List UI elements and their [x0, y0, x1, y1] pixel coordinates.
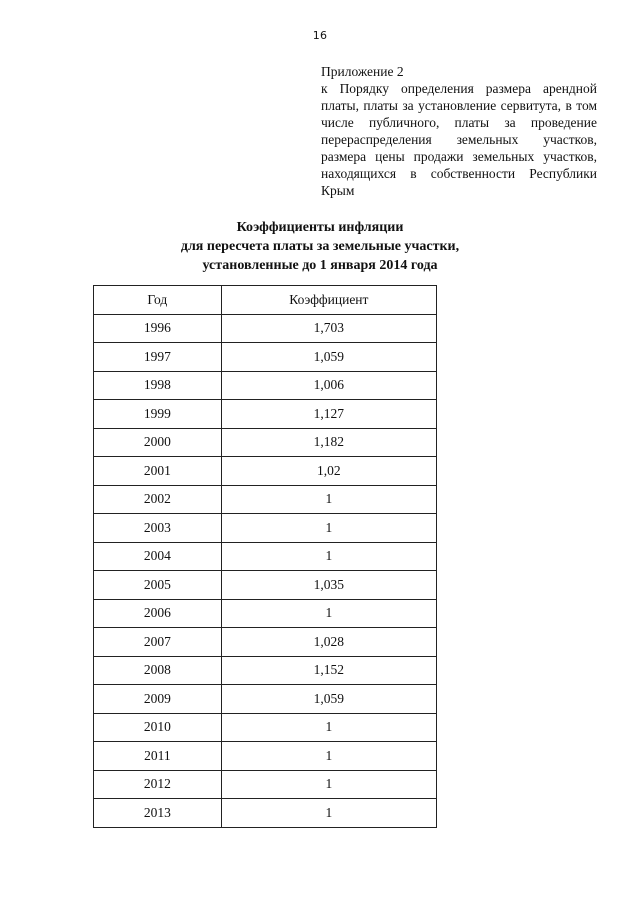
heading-line-2: для пересчета платы за земельные участки, — [180, 239, 460, 254]
table-row — [94, 713, 437, 742]
year-cell: 2005 — [94, 571, 222, 600]
coefficient-cell: 1,182 — [221, 428, 436, 457]
table-row — [94, 314, 437, 343]
inflation-coefficients-table — [93, 285, 437, 828]
table-body — [94, 314, 437, 827]
table-row — [94, 514, 437, 543]
table-row — [94, 599, 437, 628]
year-cell: 2006 — [94, 599, 222, 628]
year-cell: 2002 — [94, 485, 222, 514]
year-cell: 1996 — [94, 314, 222, 343]
coefficient-cell: 1 — [221, 770, 436, 799]
year-cell: 2004 — [94, 542, 222, 571]
year-cell: 2010 — [94, 713, 222, 742]
year-cell: 2007 — [94, 628, 222, 657]
table-row — [94, 799, 437, 828]
coefficient-cell: 1,059 — [221, 685, 436, 714]
column-header-year: Год — [94, 286, 222, 315]
year-cell: 2003 — [94, 514, 222, 543]
document-heading — [0, 218, 640, 275]
year-cell: 1998 — [94, 371, 222, 400]
table-row — [94, 542, 437, 571]
table-row — [94, 343, 437, 372]
year-cell: 1999 — [94, 400, 222, 429]
appendix-body: к Порядку определения размера арендной платы, платы за установление сервитута, в том числе публичного, платы за проведение перераспределения земельных участков, размера цены продажи земельных участков, находящихся в собственности Республики Крым — [321, 81, 597, 198]
coefficient-cell: 1,035 — [221, 571, 436, 600]
year-cell: 2008 — [94, 656, 222, 685]
table-row — [94, 571, 437, 600]
year-cell: 2011 — [94, 742, 222, 771]
heading-line-1: Коэффициенты инфляции — [236, 220, 404, 235]
heading-line-3: установленные до 1 января 2014 года — [202, 258, 438, 273]
appendix-title: Приложение 2 — [321, 64, 404, 79]
coefficient-cell: 1,02 — [221, 457, 436, 486]
coefficient-cell: 1,028 — [221, 628, 436, 657]
table-row — [94, 371, 437, 400]
coefficient-cell: 1,059 — [221, 343, 436, 372]
table-row — [94, 457, 437, 486]
year-cell: 2012 — [94, 770, 222, 799]
year-cell: 2009 — [94, 685, 222, 714]
coefficient-cell: 1,703 — [221, 314, 436, 343]
column-header-coefficient: Коэффициент — [221, 286, 436, 315]
page-number: 16 — [312, 29, 328, 42]
year-cell: 1997 — [94, 343, 222, 372]
coefficient-cell: 1 — [221, 713, 436, 742]
table-row — [94, 742, 437, 771]
coefficient-cell: 1,127 — [221, 400, 436, 429]
table-row — [94, 428, 437, 457]
year-cell: 2001 — [94, 457, 222, 486]
table-row — [94, 485, 437, 514]
table-row — [94, 400, 437, 429]
year-cell: 2013 — [94, 799, 222, 828]
year-cell: 2000 — [94, 428, 222, 457]
table-row — [94, 685, 437, 714]
coefficient-cell: 1,152 — [221, 656, 436, 685]
table-row — [94, 770, 437, 799]
coefficient-cell: 1 — [221, 799, 436, 828]
table-row — [94, 628, 437, 657]
coefficient-cell: 1 — [221, 514, 436, 543]
appendix-block — [321, 63, 597, 199]
coefficient-cell: 1 — [221, 542, 436, 571]
coefficient-cell: 1 — [221, 485, 436, 514]
coefficient-cell: 1,006 — [221, 371, 436, 400]
table-row — [94, 656, 437, 685]
coefficient-cell: 1 — [221, 742, 436, 771]
coefficient-cell: 1 — [221, 599, 436, 628]
table-header-row — [94, 286, 437, 315]
